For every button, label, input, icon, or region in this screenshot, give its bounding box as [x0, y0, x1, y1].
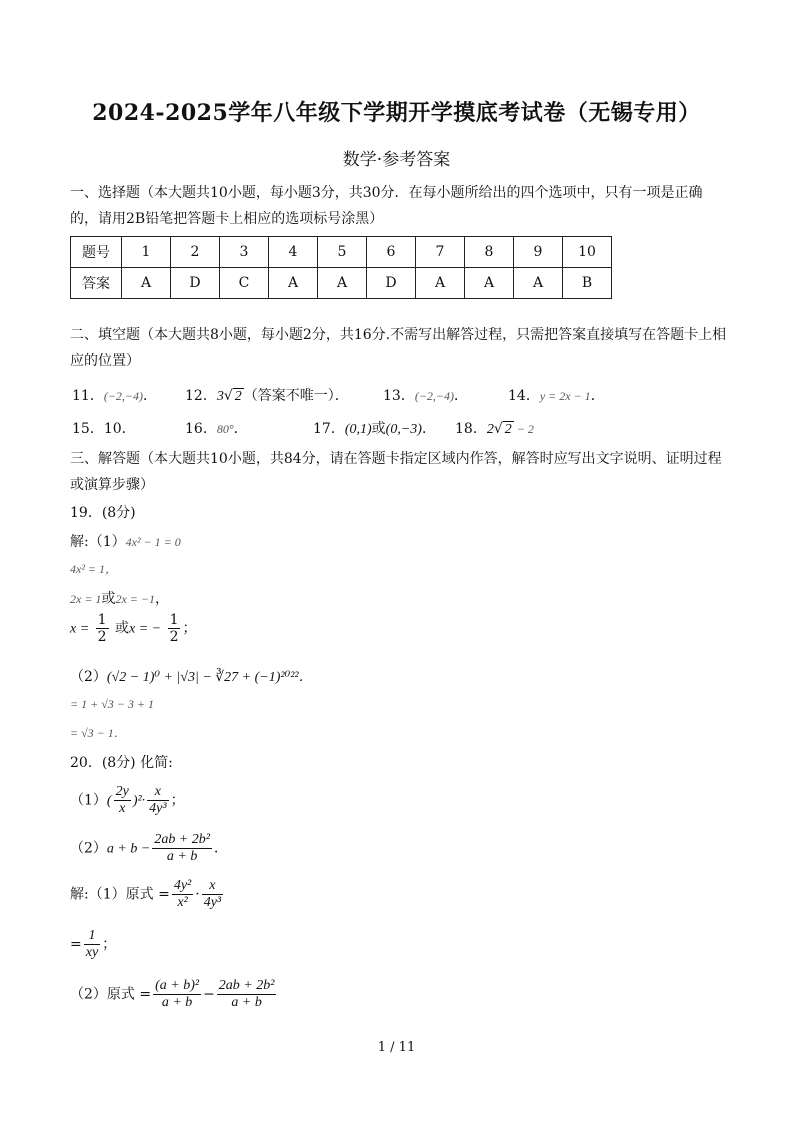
table-cell: 10 — [563, 237, 612, 268]
answer-17: 17．(0,1)或(0,−3)． — [313, 421, 436, 437]
table-cell: A — [465, 268, 514, 299]
fraction: $\frac{1}{xy}$ — [85, 928, 99, 960]
table-cell: 5 — [318, 237, 367, 268]
q19-line-3: 2x = 1或2x = −1， — [70, 591, 169, 607]
fraction: $\frac{x}{\text{4y³}}$ — [149, 784, 167, 816]
q20-part-2: （2）a + b − $\frac{\text{2ab + 2b²}}{a + b}$ ． — [70, 832, 228, 864]
q19-line-5: （2）(√2 − 1)⁰ + |√3| − ∛27 + (−1)²⁰²²． — [70, 669, 313, 685]
q20-part-1: （1）( $\frac{2y}{x}$ )²· $\frac{x}{\text{4y³}}$ ； — [70, 784, 185, 816]
q19-line-4: x = $\frac{1}{2}$ 或x = − $\frac{1}{2}$ ； — [70, 612, 197, 645]
fraction: $\frac{\text{2ab + 2b²}}{a + b}$ — [154, 832, 210, 864]
section3-heading: 三、解答题（本大题共10小题，共84分，请在答题卡指定区域内作答，解答时应写出文字说明、证明过程或演算步骤） — [70, 451, 722, 493]
table-row-answers — [71, 268, 612, 299]
fraction: $\frac{\text{4y²}}{\text{x²}}$ — [173, 878, 192, 910]
q19-line-6: = 1 + √3 − 3 + 1 — [70, 697, 154, 711]
answer-13: 13．(−2,−4)． — [383, 388, 469, 404]
answer-14: 14．y = 2x − 1． — [508, 388, 605, 404]
fraction: $\frac{\text{(a + b)²}}{a + b}$ — [155, 978, 200, 1010]
answer-18: 18．2√ 2 − 2 — [455, 421, 534, 437]
table-cell: 3 — [220, 237, 269, 268]
table-cell: D — [171, 268, 220, 299]
q19-line-7: = √3 − 1． — [70, 726, 126, 740]
table-cell: 8 — [465, 237, 514, 268]
fraction: $\frac{\text{2ab + 2b²}}{a + b}$ — [218, 978, 275, 1010]
fraction: $\frac{1}{2}$ — [97, 612, 107, 645]
table-cell: 2 — [171, 237, 220, 268]
table-cell: 7 — [416, 237, 465, 268]
table-cell: 1 — [122, 237, 171, 268]
q20-heading: 20．(8分) 化简: — [70, 755, 173, 771]
table-header-answer: 答案 — [71, 268, 122, 299]
table-cell: A — [318, 268, 367, 299]
q20-solution-1: 解:（1）原式 = $\frac{\text{4y²}}{\text{x²}}$ · $\frac{x}{\text{4y³}}$ — [70, 878, 222, 910]
table-cell: A — [269, 268, 318, 299]
table-cell: A — [514, 268, 563, 299]
answer-table — [70, 236, 612, 299]
exam-title: 2024-2025学年八年级下学期开学摸底考试卷（无锡专用） — [92, 100, 701, 126]
table-cell: A — [416, 268, 465, 299]
table-cell: B — [563, 268, 612, 299]
table-cell: D — [367, 268, 416, 299]
section1-heading: 一、选择题（本大题共10小题，每小题3分，共30分．在每小题所给出的四个选项中，只有一项是正确的，请用2B铅笔把答题卡上相应的选项标号涂黑） — [70, 185, 703, 227]
fraction: $\frac{2y}{x}$ — [115, 784, 129, 816]
answer-15: 15．10． — [72, 421, 136, 437]
page-number: 1 / 11 — [377, 1040, 416, 1055]
exam-subtitle: 数学·参考答案 — [342, 150, 451, 170]
table-cell: C — [220, 268, 269, 299]
section2-heading: 二、填空题（本大题共8小题，每小题2分，共16分.不需写出解答过程，只需把答案直接填写在答题卡上相应的位置） — [70, 327, 727, 369]
answer-12: 12．3√ 2 （答案不唯一）． — [185, 388, 349, 404]
table-header-question: 题号 — [71, 237, 122, 268]
answer-11: 11．(−2,−4)． — [72, 388, 158, 404]
fraction: $\frac{1}{2}$ — [169, 612, 179, 645]
table-cell: 4 — [269, 237, 318, 268]
table-cell: A — [122, 268, 171, 299]
fraction: $\frac{x}{\text{4y³}}$ — [203, 878, 222, 910]
table-row-questions — [71, 237, 612, 268]
q19-line-2: 4x² = 1， — [70, 562, 118, 576]
q19-heading: 19．(8分) — [70, 505, 136, 521]
q20-solution-3: （2）原式 = $\frac{\text{(a + b)²}}{a + b}$ − $\frac{\text{2ab + 2b²}}{a + b}$ — [70, 978, 275, 1010]
answer-16: 16．80°． — [185, 421, 248, 437]
table-cell: 6 — [367, 237, 416, 268]
q20-solution-2: = $\frac{1}{xy}$ ； — [70, 928, 117, 960]
table-cell: 9 — [514, 237, 563, 268]
q19-line-1: 解:（1）4x² − 1 = 0 — [70, 534, 181, 550]
